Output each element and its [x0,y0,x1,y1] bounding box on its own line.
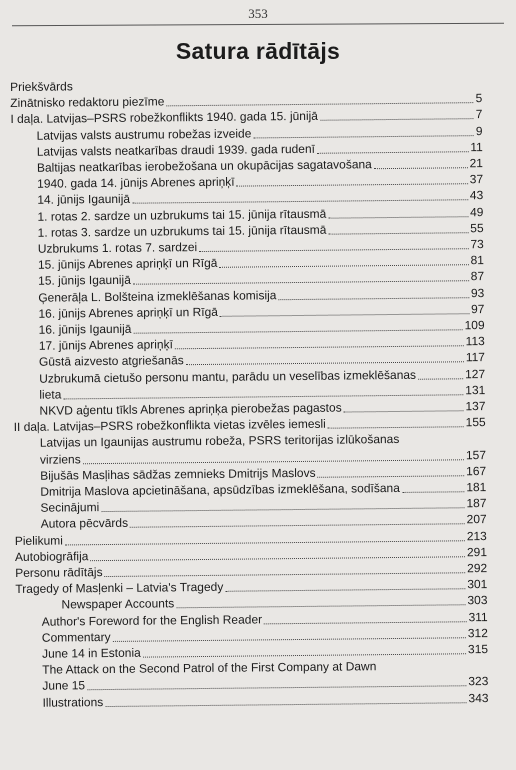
toc-entry-title: NKVD aģentu tīkls Abrenes apriņķa pierobežas pagastos [39,400,342,418]
toc-entry-title: Personu rādītājs [15,565,103,580]
toc-entry-page: 131 [465,382,486,398]
toc-entry-page: 315 [467,642,489,657]
toc-entry-title: Latvijas un Igaunijas austrumu robeža, PSRS teritorijas izlūkošanas [39,432,400,451]
toc-entry-title: virziens [39,451,81,467]
toc-entry-page: 11 [470,139,483,154]
toc-entry-page: 301 [467,577,488,592]
toc-entry-title: Ģenerāļa L. Bolšteina izmeklēšanas komisija [38,287,277,305]
toc-entry-page: 312 [467,625,488,641]
toc-entry-page: 5 [475,91,483,106]
toc-entry-page: 97 [471,301,485,316]
toc-entry-page: 87 [470,269,485,284]
toc-entry-title: Uzbrukumā cietušo personu mantu, parādu un veselības izmeklēšanas [39,367,417,386]
toc-entry-page: 155 [465,415,486,430]
toc-entry-page: 187 [466,496,487,511]
toc-entry-title: II daļa. Latvijas–PSRS robežkonflikta vietas izvēles iemesli [13,416,326,435]
toc-entry-title: Secinājumi [40,500,100,515]
toc-entry-title: Illustrations [42,694,104,710]
toc-leader-dots [328,231,468,234]
toc-entry-title: Priekšvārds [10,79,73,94]
toc-entry-title: lieta [39,387,62,402]
toc-entry-page: 127 [465,366,486,381]
toc-entry-title: The Attack on the Second Patrol of the First Company at Dawn [42,659,377,677]
toc-entry-page: 181 [466,480,487,495]
toc-entry-title: Newspaper Accounts [61,596,175,612]
toc-entry-page: 207 [466,512,487,527]
toc-entry-title: 17. jūnijs Abrenes apriņķī [38,337,173,353]
toc-entry-title: 15. jūnijs Abrenes apriņķī un Rīgā [37,256,218,272]
toc-entry-title: Zinātnisko redaktoru piezīme [10,94,165,111]
toc-leader-dots [317,150,468,154]
toc-entry-title: Latvijas valsts neatkarības draudi 1939. gada rudenī [36,141,316,159]
toc-entry-page: 323 [468,674,489,689]
toc-leader-dots [105,701,466,707]
toc-leader-dots [378,669,486,671]
toc-leader-dots [328,425,464,428]
toc-entry-page: 109 [464,318,485,333]
toc-leader-dots [278,296,469,300]
toc-leader-dots [418,377,463,379]
toc-entry-page: 303 [467,593,488,608]
toc-entry-title: 16. jūnijs Igaunijā [38,321,132,337]
toc-entry-page: 291 [466,544,488,560]
toc-entry-page: 311 [468,609,488,624]
toc-entry-page: 113 [465,334,485,349]
toc-leader-dots [402,490,464,493]
page-title: Satura rādītājs [175,38,341,64]
toc-leader-dots [264,620,466,624]
toc-entry-title: 1. rotas 3. sardze un uzbrukums tai 15. jūnija rītausmā [37,222,327,240]
page-number: 353 [248,6,268,21]
toc-entry-title: Autobiogrāfija [14,549,89,564]
toc-entry-title: Tragedy of Masļenki – Latvia's Tragedy [15,579,224,597]
toc-entry-page: 81 [470,253,485,268]
toc-entry-title: Autora pēcvārds [40,516,129,532]
toc-entry-page: 93 [470,285,485,300]
toc-entry-title: June 14 in Estonia [41,645,141,661]
toc-entry-page: 167 [466,463,487,479]
toc-entry-title: 16. jūnijs Abrenes apriņķī un Rīgā [38,304,218,321]
header-rule [12,23,504,27]
toc-entry-title: 15. jūnijs Igaunijā [38,273,131,289]
toc-entry-page: 73 [470,237,484,252]
toc-entry-title: Pielikumi [14,533,63,548]
toc-entry-title: 14. jūnijs Igaunijā [37,192,131,208]
toc-entry [16,689,488,711]
toc-entry-page: 21 [469,156,483,171]
toc-entry-title: June 15 [42,678,86,694]
toc-entry-page: 49 [469,204,484,219]
toc-entry-page: 157 [465,447,487,462]
toc-entry-page: 37 [469,172,484,187]
toc-entry-page: 137 [465,399,486,414]
toc-entry-title: Gūstā aizvesto atgriešanās [38,353,184,370]
toc-leader-dots [401,442,483,444]
toc-entry-page: 55 [470,220,484,235]
toc-entry-page: 9 [475,123,483,138]
toc-leader-dots [318,474,465,478]
toc-entry-page: 43 [469,188,484,203]
toc-leader-dots [320,118,474,122]
toc-leader-dots [344,409,464,412]
toc-entry-page: 292 [467,561,488,576]
toc-entry-title: 1. rotas 2. sardze un uzbrukums tai 15. jūnija rītausmā [37,206,327,224]
toc-leader-dots [328,215,468,218]
toc-entry-title: Uzbrukums 1. rotas 7. sardzei [37,240,198,256]
toc-entry-title: Baltijas neatkarības ierobežošana un okupācijas sagatavošana [36,157,372,175]
table-of-contents [10,73,489,710]
toc-entry-page: 343 [468,690,489,705]
toc-entry-title: I daļa. Latvijas–PSRS robežkonflikts 1940. gada 15. jūnijā [10,109,319,127]
toc-entry-title: Commentary [41,629,111,645]
toc-entry-title: Dmitrija Maslova apcietināšana, apsūdzības izmeklēšana, sodīšana [40,480,400,499]
toc-entry-page: 213 [466,528,487,543]
toc-entry-title: Author's Foreword for the English Reader [41,611,263,629]
toc-entry-page: 117 [465,350,486,365]
toc-entry-page: 7 [475,107,483,122]
toc-entry-title: Latvijas valsts austrumu robežas izveide [36,126,252,143]
toc-entry-title: 1940. gada 14. jūnijs Abrenes apriņķī [37,174,235,191]
toc-leader-dots [374,166,468,169]
toc-entry-title: Bijušās Masļihas sādžas zemnieks Dmitrijs Maslovs [40,465,316,483]
